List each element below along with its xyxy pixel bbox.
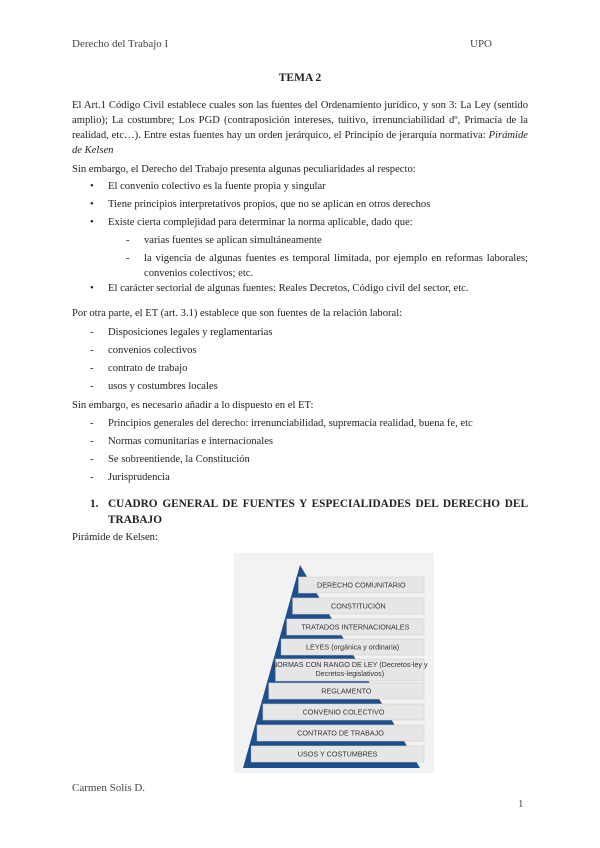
bullet-text: El carácter sectorial de algunas fuentes: Reales Decretos, Código civil del sector, etc. bbox=[108, 283, 469, 294]
pyramid-level-label: USOS Y COSTUMBRES bbox=[297, 749, 378, 759]
list-item-text: Normas comunitarias e internacionales bbox=[108, 436, 274, 447]
list-item bbox=[90, 452, 528, 467]
list-item-text: Disposiciones legales y reglamentarias bbox=[108, 327, 273, 338]
section-title: CUADRO GENERAL DE FUENTES Y ESPECIALIDADES DEL DERECHO DEL TRABAJO bbox=[108, 498, 528, 526]
section-number: 1. bbox=[90, 498, 99, 510]
list-item-text: convenios colectivos bbox=[108, 345, 197, 356]
list-item bbox=[90, 470, 528, 485]
bullet-text: Existe cierta complejidad para determinar la norma aplicable, dado que: bbox=[108, 217, 413, 228]
bullet-item bbox=[90, 179, 528, 194]
page-number: 1 bbox=[518, 798, 524, 810]
list-item-text: Se sobreentiende, la Constitución bbox=[108, 454, 250, 465]
list-item-text: usos y costumbres locales bbox=[108, 381, 218, 392]
bullet-marker: • bbox=[90, 199, 94, 210]
bullet-text: El convenio colectivo es la fuente propia y singular bbox=[108, 181, 326, 192]
bullet-item bbox=[90, 281, 528, 296]
header-right: UPO bbox=[470, 38, 493, 50]
dash-marker: - bbox=[90, 363, 94, 374]
pyramid-level-label: CONTRATO DE TRABAJO bbox=[297, 728, 384, 738]
bullet-marker: • bbox=[90, 217, 94, 228]
document-title: TEMA 2 bbox=[278, 72, 322, 84]
dash-marker: - bbox=[90, 418, 94, 429]
pyramid-level-label: DERECHO COMUNITARIO bbox=[317, 580, 406, 590]
pyramid-level-label: LEYES (orgánica y ordinaria) bbox=[306, 642, 400, 652]
dash-marker: - bbox=[90, 436, 94, 447]
dash-marker: - bbox=[90, 327, 94, 338]
list-item bbox=[90, 325, 528, 340]
pyramid-svg bbox=[234, 553, 434, 773]
intro-italic: Pirámide de Kelsen bbox=[72, 130, 528, 156]
pyramid-level-label: REGLAMENTO bbox=[321, 686, 372, 696]
list-item bbox=[90, 343, 528, 358]
paragraph-añadir: Sin embargo, es necesario añadir a lo dispuesto en el ET: bbox=[72, 400, 314, 411]
dash-marker: - bbox=[90, 454, 94, 465]
list-item bbox=[90, 416, 528, 431]
list-item-text: Jurisprudencia bbox=[108, 472, 170, 483]
paragraph-et-fuentes: Por otra parte, el ET (art. 3.1) establece que son fuentes de la relación laboral: bbox=[72, 308, 403, 319]
pyramid-level-label: Decretos-legislativos) bbox=[315, 669, 385, 678]
dash-marker: - bbox=[90, 381, 94, 392]
intro-paragraph bbox=[72, 98, 528, 158]
footer-author: Carmen Solís D. bbox=[72, 782, 146, 794]
bullet-item bbox=[90, 197, 528, 212]
list-item-text: Principios generales del derecho: irrenunciabilidad, supremacía realidad, buena fe, etc bbox=[108, 418, 473, 429]
dash-marker: - bbox=[126, 253, 130, 264]
header-left: Derecho del Trabajo I bbox=[72, 38, 169, 50]
bullet-marker: • bbox=[90, 181, 94, 192]
dash-marker: - bbox=[90, 472, 94, 483]
bullet-text: Tiene principios interpretativos propios, que no se aplican en otros derechos bbox=[108, 199, 431, 210]
bullet-marker: • bbox=[90, 283, 94, 294]
list-item-text: contrato de trabajo bbox=[108, 363, 188, 374]
sub-item-text: la vigencia de algunas fuentes es temporal limitada, por ejemplo en reformas laborales; convenios colectivos; etc. bbox=[144, 253, 528, 279]
section-heading bbox=[90, 496, 528, 528]
paragraph-peculiaridades: Sin embargo, el Derecho del Trabajo presenta algunas peculiaridades al respecto: bbox=[72, 164, 416, 175]
sub-item-text: varias fuentes se aplican simultáneamente bbox=[144, 235, 322, 246]
pyramid-level-label: CONSTITUCIÓN bbox=[331, 601, 386, 611]
list-item bbox=[90, 379, 528, 394]
sub-item bbox=[126, 251, 528, 281]
pyramid-level-label: NORMAS CON RANGO DE LEY (Decretos-ley y bbox=[271, 660, 428, 669]
sub-item bbox=[126, 233, 528, 248]
paragraph-piramide: Pirámide de Kelsen: bbox=[72, 532, 158, 543]
dash-marker: - bbox=[90, 345, 94, 356]
kelsen-pyramid-figure bbox=[234, 553, 434, 773]
bullet-item bbox=[90, 215, 528, 230]
list-item bbox=[90, 361, 528, 376]
pyramid-level-label: CONVENIO COLECTIVO bbox=[302, 707, 385, 717]
intro-text: El Art.1 Código Civil establece cuales son las fuentes del Ordenamiento jurídico, y son 3: La Ley (sentido amplio); La costumbre; Los PGD (contraposición intereses, tuitivo, irrenunciabilidad dº, Primacía de la realidad, etc…). Entre estas fuentes hay un orden jerárquico, el Principio de jerarquía normativa: bbox=[72, 100, 528, 141]
pyramid-level-label: TRATADOS INTERNACIONALES bbox=[301, 622, 410, 632]
list-item bbox=[90, 434, 528, 449]
dash-marker: - bbox=[126, 235, 130, 246]
